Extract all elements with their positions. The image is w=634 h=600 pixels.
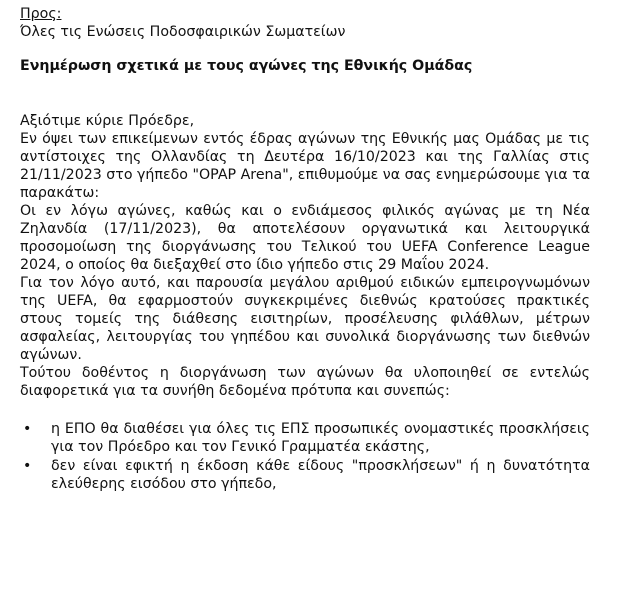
bullet-list: [20, 420, 590, 493]
bullet-item: [20, 457, 590, 493]
bullet-text: η ΕΠΟ θα διαθέσει για όλες τις ΕΠΣ προσωπικές ονομαστικές προσκλήσεις για τον Πρόεδρο και τον Γενικό Γραμματέα εκάστης,: [51, 421, 590, 455]
letter-subject: Ενημέρωση σχετικά με τους αγώνες της Εθνικής Ομάδας: [20, 58, 473, 74]
bullet-text: δεν είναι εφικτή η έκδοση κάθε είδους "προσκλήσεων" ή η δυνατότητα ελεύθερης εισόδου στο γήπεδο,: [51, 458, 590, 492]
bullet-point-icon: •: [23, 458, 32, 474]
to-label: Προς:: [20, 6, 62, 22]
paragraph-2: Οι εν λόγω αγώνες, καθώς και ο ενδιάμεσος φιλικός αγώνας με τη Νέα Ζηλανδία (17/11/2023), θα αποτελέσουν οργανωτικά και λειτουργικά προσομοίωση της διοργάνωσης του Τελικού του UEFA Conference League 2024, ο οποίος θα διεξαχθεί στο ίδιο γήπεδο στις 29 Μαΐου 2024.: [20, 203, 590, 273]
bullet-point-icon: •: [23, 421, 32, 437]
salutation: Αξιότιμε κύριε Πρόεδρε,: [20, 113, 195, 129]
paragraph-4: Τούτου δοθέντος η διοργάνωση των αγώνων θα υλοποιηθεί σε εντελώς διαφορετικά για τα συνήθη δεδομένα πρότυπα και συνεπώς:: [20, 365, 590, 399]
to-recipients: Όλες τις Ενώσεις Ποδοσφαιρικών Σωματείων: [20, 24, 346, 40]
bullet-item: [20, 420, 590, 456]
paragraph-3: Για τον λόγο αυτό, και παρουσία μεγάλου αριθμού ειδικών εμπειρογνωμόνων της UEFA, θα εφαρμοστούν συγκεκριμένες διεθνώς κρατούσες πρακτικές στους τομείς της διάθεσης εισιτηρίων, προσέλευσης φιλάθλων, μέτρων ασφαλείας, λειτουργίας του γηπέδου και συνολικά διοργάνωσης των διεθνών αγώνων.: [20, 275, 590, 363]
paragraph-1: Εν όψει των επικείμενων εντός έδρας αγώνων της Εθνικής μας Ομάδας με τις αντίστοιχες της Ολλανδίας τη Δευτέρα 16/10/2023 και της Γαλλίας στις 21/11/2023 στο γήπεδο "OPAP Arena", επιθυμούμε να σας ενημερώσουμε για τα παρακάτω:: [20, 131, 590, 201]
